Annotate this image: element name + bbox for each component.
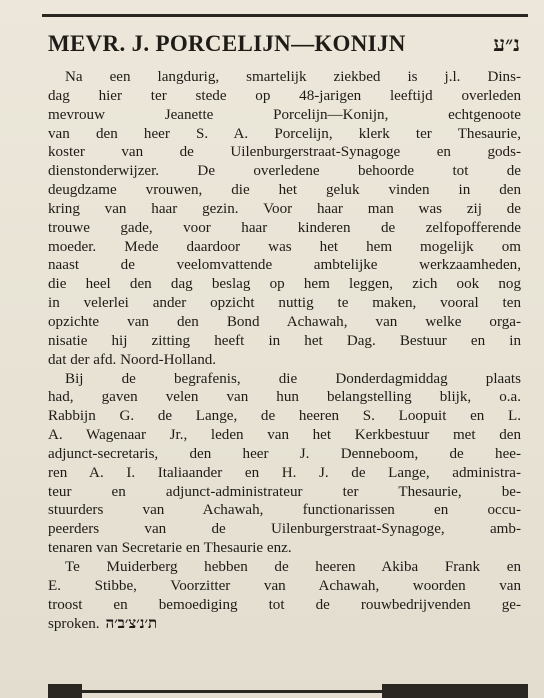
text-line: deugdzame vrouwen, die het geluk vinden in den [48,182,521,199]
text-line: die heel den dag beslag op hem leggen, zich ook nog [48,276,521,293]
text-line: nisatie hij zitting heeft in het Dag. Bestuur en in [48,332,521,349]
article-title: MEVR. J. PORCELIJN—KONIJN [48,31,406,56]
text-line: dienstonderwijzer. De overledene behoorde tot de [48,163,521,180]
text-line: naast de veelomvattende ambtelijke werkzaamheden, [48,257,521,274]
text-line: troost en bemoediging tot de rouwbedrijvenden ge- [48,596,521,613]
next-article-border [42,684,528,698]
text-line: koster van de Uilenburgerstraat-Synagoge en gods- [48,144,521,161]
text-line: opzichte van den Bond Achawah, van welke orga- [48,313,521,330]
paragraph-2 [48,370,521,558]
top-rule [42,14,528,17]
text-line: stuurders van Achawah, functionarissen en occu- [48,502,521,519]
text-line: Bij de begrafenis, die Donderdagmiddag plaats [65,370,521,387]
paragraph-1 [48,68,521,370]
text-line: dat der afd. Noord-Holland. [48,351,217,368]
text-line: mevrouw Jeanette Porcelijn—Konijn, echtgenoote [48,106,521,123]
article-body [48,68,521,633]
text-line: Na een langdurig, smartelijk ziekbed is j.l. Dins- [65,69,521,85]
title-hebrew-mark: נ״ע [493,31,520,56]
text-line: kring van haar gezin. Voor haar man was zij de [48,200,521,217]
border-rule [82,690,382,693]
text-line: Te Muiderberg hebben de heeren Akiba Frank en [65,558,521,575]
text-line: ren A. I. Italiaander en H. J. de Lange, administra- [48,464,521,481]
text-line: A. Wagenaar Jr., leden van het Kerkbestuur met den [48,427,521,444]
text-line: peerders van de Uilenburgerstraat-Synagoge, amb- [48,521,521,538]
text-line: adjunct-secretaris, den heer J. Denneboom, de hee- [48,445,521,462]
text-line: had, gaven velen van hun belangstelling blijk, o.a. [48,389,521,406]
text-line: trouwe gade, voor haar kinderen de zelfopofferende [48,219,521,236]
text-line: Rabbijn G. de Lange, de heeren S. Loopuit en L. [48,408,521,425]
border-block [48,684,82,698]
border-block [382,684,528,698]
closing-hebrew-abbreviation: ת׳נ׳צ׳ב׳ה [105,614,158,633]
text-line: teur en adjunct-administrateur ter Thesaurie, be- [48,483,521,500]
text-line-final [48,614,521,633]
text-line: van den heer S. A. Porcelijn, klerk ter Thesaurie, [48,125,521,142]
text-line: tenaren van Secretarie en Thesaurie enz. [48,540,292,557]
text-line: in velerlei ander opzicht nuttig te maken, vooral ten [48,295,521,312]
text-line-closing: sproken. [48,616,100,633]
text-line: E. Stibbe, Voorzitter van Achawah, woorden van [48,577,521,594]
paragraph-3 [48,558,521,633]
text-line: dag hier ter stede op 48-jarigen leeftijd overleden [48,87,521,104]
article-header [48,30,526,64]
text-line: moeder. Mede daardoor was het hem mogelijk om [48,238,521,255]
